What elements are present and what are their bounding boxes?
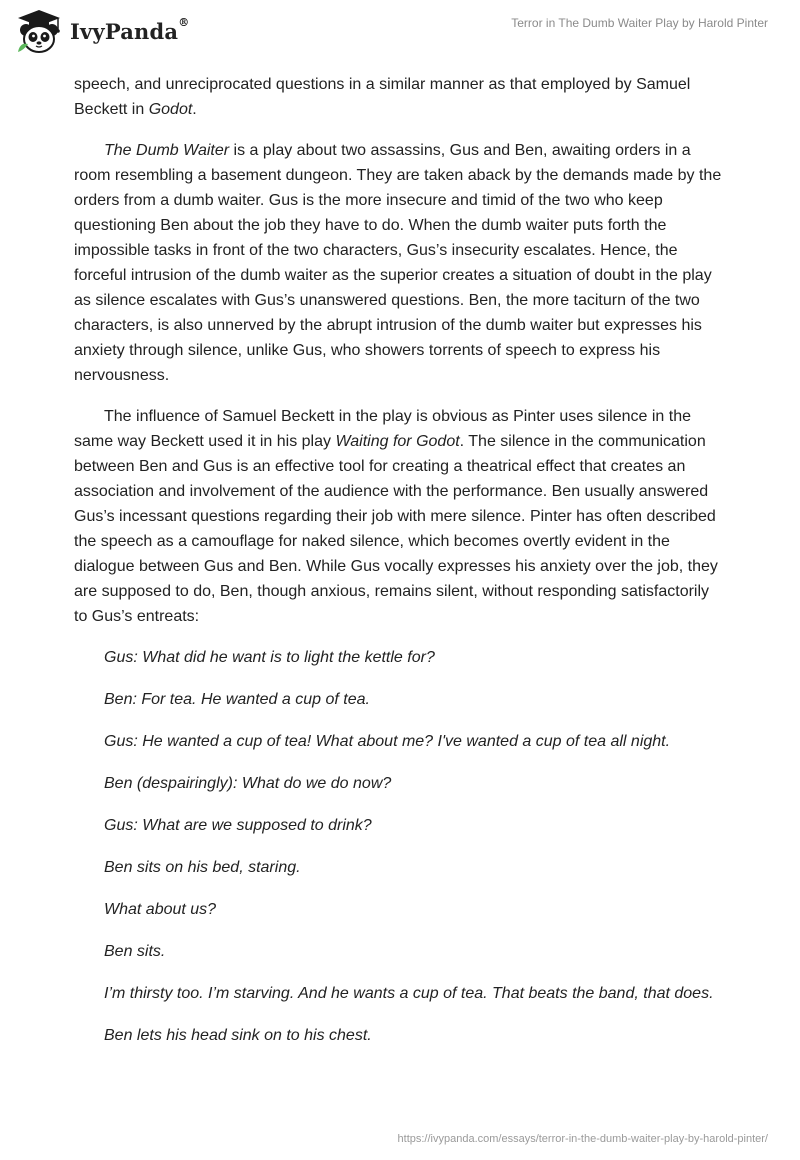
quote-line: Gus: He wanted a cup of tea! What about me? I've wanted a cup of tea all night. [104, 733, 671, 750]
quote-line: What about us? [104, 901, 217, 918]
quote-line: I’m thirsty too. I’m starving. And he wants a cup of tea. That beats the band, that does. [104, 985, 714, 1002]
paragraph-2: The Dumb Waiter is a play about two assassins, Gus and Ben, awaiting orders in a room resembling a basement dungeon. They are taken aback by the demands made by the orders from a dumb waiter. Gus is the more insecure and timid of the two who keep questioning Ben about the job they have to do. When the dumb waiter puts forth the impossible tasks in front of the two characters, Gus’s insecurity escalates. Hence, the forceful intrusion of the dumb waiter as the superior creates a situation of doubt in the play as silence escalates with Gus’s unanswered questions. Ben, the more taciturn of the two characters, is also unnerved by the abrupt intrusion of the dumb waiter but expresses his anxiety through silence, unlike Gus, who showers torrents of speech to express his nervousness. [74, 142, 722, 384]
paragraph-3: The influence of Samuel Beckett in the play is obvious as Pinter uses silence in the same way Beckett used it in his play Waiting for Godot. The silence in the communication between Ben and Gus is an effective tool for creating a theatrical effect that creates an association and involvement of the audience with the performance. Ben usually answered Gus’s incessant questions regarding their job with mere silence. Pinter has often described the speech as a camouflage for naked silence, which becomes overtly evident in the dialogue between Gus and Ben. While Gus vocally expresses his anxiety over the job, they are supposed to do, Ben, though anxious, remains silent, without responding satisfactorily to Gus’s entreats: [74, 408, 718, 625]
paragraph-1: speech, and unreciprocated questions in a similar manner as that employed by Samuel Beckett in Godot. [74, 76, 691, 118]
quote-line: Ben: For tea. He wanted a cup of tea. [104, 691, 370, 708]
quote-line: Ben (despairingly): What do we do now? [104, 775, 392, 792]
quote-line: Gus: What did he want is to light the kettle for? [104, 649, 435, 666]
essay-content [74, 72, 724, 1065]
panda-graduate-icon [14, 8, 64, 54]
quote-line: Gus: What are we supposed to drink? [104, 817, 372, 834]
document-title: Terror in The Dumb Waiter Play by Harold Pinter [511, 16, 768, 30]
ivypanda-logo[interactable] [14, 8, 189, 54]
quote-line: Ben sits on his bed, staring. [104, 859, 301, 876]
quote-line: Ben lets his head sink on to his chest. [104, 1027, 372, 1044]
quote-line: Ben sits. [104, 943, 166, 960]
logo-text: IvyPanda® [70, 15, 190, 44]
page-header [0, 0, 800, 70]
source-url[interactable]: https://ivypanda.com/essays/terror-in-the-dumb-waiter-play-by-harold-pinter/ [397, 1133, 768, 1145]
